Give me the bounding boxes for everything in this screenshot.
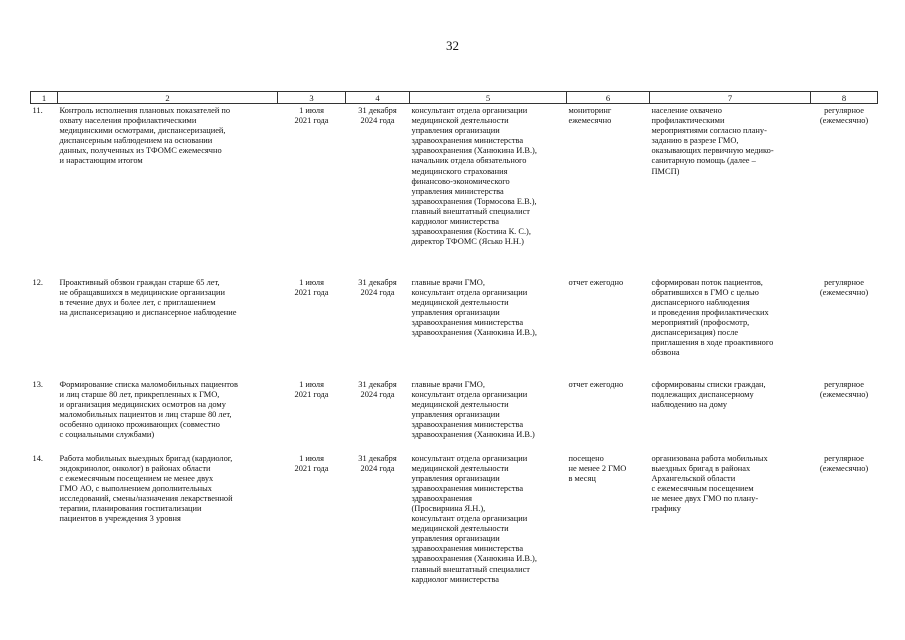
responsible-persons-line: здравоохранения (Костина К. С.), [411, 227, 531, 237]
control-type-line: (ежемесячно) [819, 116, 869, 126]
responsible-persons-line: здравоохранения министерства [411, 419, 524, 429]
responsible-persons-line: консультант отдела организации [411, 389, 528, 399]
indicator-line: мониторинг [568, 106, 612, 115]
expected-result-line: организована работа мобильных [651, 453, 768, 463]
end-date-line: 2024 года [360, 287, 395, 297]
indicator-line: в месяц [568, 473, 596, 483]
responsible-persons-line: начальник отдела обязательного [411, 156, 527, 166]
start-date-cell [278, 452, 346, 602]
start-date-line: 2021 года [294, 287, 329, 297]
expected-result-line: и проведения профилактических [651, 307, 769, 317]
expected-result-line: сформирован поток пациентов, [651, 277, 763, 287]
event-description-line: на диспансеризацию и диспансерное наблюдение [59, 307, 237, 317]
event-description-line: с ежемесячным посещением не менее двух [59, 473, 214, 483]
event-description-cell [58, 104, 278, 276]
column-header: 2 [58, 92, 278, 104]
responsible-persons-line: кардиолог министерства [411, 574, 499, 584]
event-description-line: диспансерным наблюдением на основании [59, 136, 213, 146]
column-header: 8 [811, 92, 878, 104]
event-description-cell [58, 276, 278, 378]
end-date-line: 2024 года [360, 389, 395, 399]
responsible-persons-line: здравоохранения министерства [411, 136, 524, 146]
header-row [31, 92, 878, 104]
responsible-persons-line: консультант отдела организации [411, 453, 528, 463]
plan-table [30, 91, 878, 602]
indicator-cell [567, 452, 650, 602]
expected-result-cell [650, 104, 811, 276]
responsible-persons-line: директор ТФОМС (Ясько Н.Н.) [411, 237, 524, 247]
responsible-persons-line: управления организации [411, 409, 500, 419]
start-date-line: 1 июля [299, 106, 324, 115]
expected-result-line: мероприятиями согласно плану- [651, 126, 767, 136]
responsible-persons-line: управления организации [411, 307, 500, 317]
start-date-line: 2021 года [294, 463, 329, 473]
control-type-cell [811, 276, 878, 378]
event-description-line: маломобильных пациентов и лиц старше 80 лет, [59, 409, 232, 419]
expected-result-line: диспансеризация) после [651, 327, 739, 337]
responsible-persons-line: управления организации [411, 534, 500, 544]
column-header: 4 [346, 92, 410, 104]
event-description-line: Проактивный обзвон граждан старше 65 лет, [59, 277, 220, 287]
expected-result-line: диспансерного наблюдения [651, 297, 750, 307]
expected-result-line: наблюдению на дому [651, 399, 728, 409]
start-date-cell [278, 276, 346, 378]
responsible-persons-line: консультант отдела организации [411, 514, 528, 524]
indicator-cell [567, 378, 650, 452]
responsible-persons-line: здравоохранения [411, 493, 472, 503]
start-date-line: 1 июля [299, 379, 324, 389]
control-type-line: регулярное [824, 379, 864, 389]
responsible-persons-line: здравоохранения министерства [411, 317, 524, 327]
event-description-line: и лиц старше 80 лет, прикрепленных к ГМО, [59, 389, 220, 399]
responsible-persons-line: управления организации [411, 126, 500, 136]
responsible-persons-line: медицинской деятельности [411, 297, 509, 307]
responsible-persons-line: главные врачи ГМО, [411, 379, 485, 389]
event-description-line: и организация медицинских осмотров на дому [59, 399, 226, 409]
expected-result-line: население охвачено [651, 106, 722, 115]
responsible-persons-line: медицинской деятельности [411, 463, 509, 473]
responsible-persons-line: главный внештатный специалист [411, 564, 530, 574]
start-date-line: 2021 года [294, 116, 329, 126]
responsible-persons-line: кардиолог министерства [411, 217, 499, 227]
responsible-persons-line: управления организации [411, 473, 500, 483]
event-description-line: исследований, смены/назначения лекарственной [59, 493, 233, 503]
event-description-line: терапии, планирования госпитализации [59, 503, 202, 513]
responsible-persons-line: здравоохранения министерства [411, 544, 524, 554]
event-description-line: данных, полученных из ТФОМС ежемесячно [59, 146, 222, 156]
responsible-persons-line: здравоохранения (Ханюкина И.В.), [411, 146, 537, 156]
responsible-persons-cell [410, 378, 567, 452]
table-row [31, 378, 878, 452]
page-number: 32 [446, 38, 459, 53]
responsible-persons-cell [410, 104, 567, 276]
event-description-line: ГМО АО, с выполнением дополнительных [59, 483, 212, 493]
event-description-line: эндокринолог, онколог) в районах области [59, 463, 211, 473]
event-description-line: не обращавшихся в медицинские организации [59, 287, 225, 297]
responsible-persons-cell [410, 276, 567, 378]
start-date-cell [278, 378, 346, 452]
indicator-line: ежемесячно [568, 116, 612, 126]
end-date-cell [346, 104, 410, 276]
responsible-persons-line: главный внештатный специалист [411, 206, 530, 216]
responsible-persons-line: управления министерства [411, 186, 504, 196]
responsible-persons-line: (Просвирнина Я.Н.), [411, 503, 486, 513]
end-date-line: 2024 года [360, 116, 395, 126]
control-type-line: регулярное [824, 277, 864, 287]
expected-result-cell [650, 276, 811, 378]
event-description-line: Контроль исполнения плановых показателей по [59, 106, 231, 115]
control-type-cell [811, 104, 878, 276]
indicator-cell [567, 276, 650, 378]
responsible-persons-line: медицинской деятельности [411, 524, 509, 534]
responsible-persons-line: медицинской деятельности [411, 399, 509, 409]
expected-result-line: графику [651, 503, 681, 513]
end-date-line: 2024 года [360, 463, 395, 473]
start-date-line: 1 июля [299, 453, 324, 463]
responsible-persons-line: консультант отдела организации [411, 106, 528, 115]
row-number-cell: 11. [32, 106, 43, 115]
end-date-cell [346, 276, 410, 378]
indicator-line: отчет ежегодно [568, 379, 624, 389]
start-date-line: 1 июля [299, 277, 324, 287]
control-type-line: (ежемесячно) [819, 389, 869, 399]
event-description-line: Формирование списка маломобильных пациентов [59, 379, 238, 389]
indicator-line: отчет ежегодно [568, 277, 624, 287]
expected-result-cell [650, 452, 811, 602]
expected-result-line: профилактическими [651, 116, 725, 126]
expected-result-line: обзвона [651, 348, 680, 358]
expected-result-line: оказывающих первичную медико- [651, 146, 774, 156]
indicator-line: не менее 2 ГМО [568, 463, 627, 473]
row-number-cell: 13. [32, 379, 43, 389]
indicator-line: посещено [568, 453, 604, 463]
column-header: 5 [410, 92, 567, 104]
expected-result-cell [650, 378, 811, 452]
expected-result-line: выездных бригад в районах [651, 463, 751, 473]
event-description-line: пациентов в учреждения 3 уровня [59, 514, 181, 524]
column-header: 7 [650, 92, 811, 104]
expected-result-line: обратившихся в ГМО с целью [651, 287, 759, 297]
control-type-line: (ежемесячно) [819, 287, 869, 297]
event-description-line: Работа мобильных выездных бригад (кардиолог, [59, 453, 233, 463]
expected-result-line: ПМСП) [651, 166, 680, 176]
row-number-cell: 14. [32, 453, 43, 463]
start-date-line: 2021 года [294, 389, 329, 399]
indicator-cell [567, 104, 650, 276]
event-description-line: с социальными службами) [59, 429, 155, 439]
expected-result-line: приглашения в ходе проактивного [651, 338, 774, 348]
expected-result-line: Архангельской области [651, 473, 736, 483]
table-row [31, 276, 878, 378]
responsible-persons-line: главные врачи ГМО, [411, 277, 485, 287]
start-date-cell [278, 104, 346, 276]
end-date-line: 31 декабря [358, 106, 397, 115]
responsible-persons-line: здравоохранения (Тормосова Е.В.), [411, 196, 537, 206]
expected-result-line: не менее двух ГМО по плану- [651, 493, 759, 503]
event-description-line: особенно одиноко проживающих (совместно [59, 419, 220, 429]
responsible-persons-line: здравоохранения (Ханюкина И.В.), [411, 554, 537, 564]
end-date-line: 31 декабря [358, 453, 397, 463]
responsible-persons-cell [410, 452, 567, 602]
responsible-persons-line: медицинской деятельности [411, 116, 509, 126]
table-body [31, 104, 878, 602]
event-description-cell [58, 378, 278, 452]
end-date-line: 31 декабря [358, 277, 397, 287]
responsible-persons-line: консультант отдела организации [411, 287, 528, 297]
expected-result-line: сформированы списки граждан, [651, 379, 766, 389]
table-row [31, 452, 878, 602]
control-type-line: регулярное [824, 106, 864, 115]
event-description-line: охвату населения профилактическими [59, 116, 197, 126]
column-header: 1 [31, 92, 58, 104]
control-type-cell [811, 452, 878, 602]
responsible-persons-line: финансово-экономического [411, 176, 510, 186]
expected-result-line: подлежащих диспансерному [651, 389, 754, 399]
responsible-persons-line: здравоохранения (Ханюкина И.В.), [411, 327, 537, 337]
event-description-cell [58, 452, 278, 602]
column-header: 3 [278, 92, 346, 104]
event-description-line: медицинскими осмотрами, диспансеризацией, [59, 126, 226, 136]
responsible-persons-line: медицинского страхования [411, 166, 508, 176]
event-description-line: в течение двух и более лет, с приглашением [59, 297, 216, 307]
responsible-persons-line: здравоохранения (Ханюкина И.В.) [411, 429, 535, 439]
expected-result-line: мероприятий (профосмотр, [651, 317, 750, 327]
responsible-persons-line: здравоохранения министерства [411, 483, 524, 493]
expected-result-line: заданию в разрезе ГМО, [651, 136, 739, 146]
expected-result-line: с ежемесячным посещением [651, 483, 754, 493]
table-row [31, 104, 878, 276]
expected-result-line: санитарную помощь (далее – [651, 156, 756, 166]
end-date-line: 31 декабря [358, 379, 397, 389]
control-type-line: регулярное [824, 453, 864, 463]
event-description-line: и нарастающим итогом [59, 156, 143, 166]
control-type-cell [811, 378, 878, 452]
control-type-line: (ежемесячно) [819, 463, 869, 473]
end-date-cell [346, 452, 410, 602]
end-date-cell [346, 378, 410, 452]
column-header: 6 [567, 92, 650, 104]
row-number-cell: 12. [32, 277, 43, 287]
